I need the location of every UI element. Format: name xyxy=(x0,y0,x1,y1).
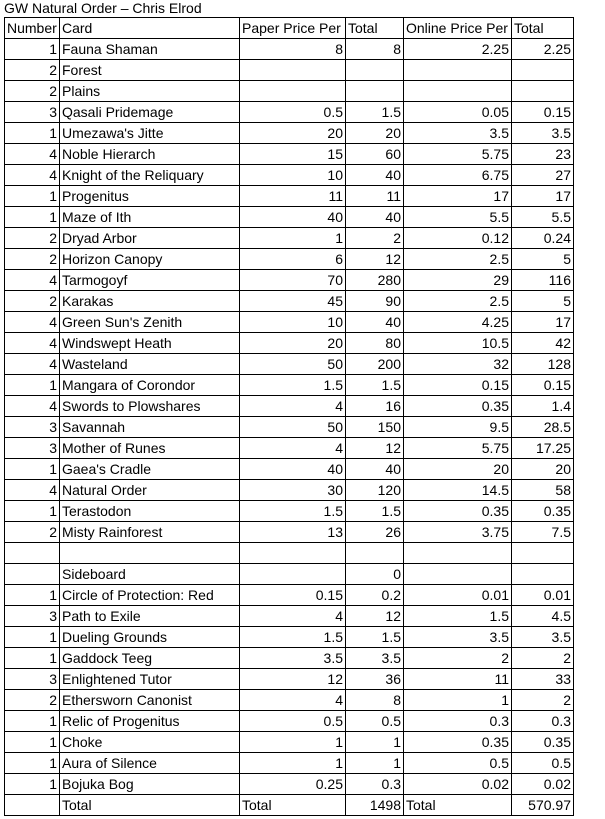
number-cell[interactable]: 3 xyxy=(5,417,60,438)
header-paper-price-per[interactable]: Paper Price Per xyxy=(240,18,346,39)
paper-total-cell[interactable]: 1 xyxy=(346,732,404,753)
header-paper-total[interactable]: Total xyxy=(346,18,404,39)
table-row xyxy=(5,60,574,81)
table-row xyxy=(5,228,574,249)
paper-price-cell[interactable]: 45 xyxy=(240,291,346,312)
online-price-cell[interactable]: 0.3 xyxy=(404,711,512,732)
paper-total-cell[interactable]: 12 xyxy=(346,438,404,459)
paper-total-cell[interactable]: 0.3 xyxy=(346,774,404,795)
table-row xyxy=(5,396,574,417)
online-price-cell[interactable]: 20 xyxy=(404,459,512,480)
number-cell[interactable]: 1 xyxy=(5,186,60,207)
online-price-cell[interactable]: 5.75 xyxy=(404,144,512,165)
paper-price-cell[interactable] xyxy=(240,543,346,564)
online-total-cell[interactable]: 5 xyxy=(512,249,574,270)
online-total-cell[interactable] xyxy=(512,564,574,585)
online-total-cell[interactable]: 58 xyxy=(512,480,574,501)
paper-price-cell[interactable]: 1.5 xyxy=(240,627,346,648)
online-total-cell[interactable]: 0.3 xyxy=(512,711,574,732)
paper-price-cell[interactable]: 1 xyxy=(240,753,346,774)
paper-total-cell[interactable]: 0.5 xyxy=(346,711,404,732)
paper-total-cell[interactable]: 40 xyxy=(346,459,404,480)
number-cell[interactable]: 1 xyxy=(5,648,60,669)
online-price-cell[interactable]: 17 xyxy=(404,186,512,207)
paper-total-cell[interactable]: 280 xyxy=(346,270,404,291)
number-cell[interactable]: 3 xyxy=(5,438,60,459)
card-name-cell[interactable]: Ethersworn Canonist xyxy=(60,690,240,711)
table-row xyxy=(5,102,574,123)
online-total-cell[interactable]: 20 xyxy=(512,459,574,480)
number-cell[interactable]: 1 xyxy=(5,774,60,795)
online-price-cell[interactable]: 0.01 xyxy=(404,585,512,606)
table-row xyxy=(5,291,574,312)
online-price-cell[interactable] xyxy=(404,564,512,585)
card-name-cell[interactable]: Fauna Shaman xyxy=(60,39,240,60)
number-cell[interactable]: 1 xyxy=(5,627,60,648)
card-name-cell[interactable]: Umezawa's Jitte xyxy=(60,123,240,144)
totals-number-cell[interactable] xyxy=(5,795,60,816)
online-total-cell[interactable]: 28.5 xyxy=(512,417,574,438)
paper-price-cell[interactable] xyxy=(240,81,346,102)
totals-online-label[interactable]: Total xyxy=(404,795,512,816)
paper-price-cell[interactable]: 1.5 xyxy=(240,501,346,522)
online-price-cell[interactable]: 0.15 xyxy=(404,375,512,396)
number-cell[interactable]: 1 xyxy=(5,459,60,480)
online-price-cell[interactable]: 3.75 xyxy=(404,522,512,543)
table-row xyxy=(5,774,574,795)
online-total-cell[interactable]: 4.5 xyxy=(512,606,574,627)
number-cell[interactable]: 4 xyxy=(5,333,60,354)
table-row xyxy=(5,249,574,270)
online-price-cell[interactable]: 1.5 xyxy=(404,606,512,627)
table-row xyxy=(5,186,574,207)
paper-price-cell[interactable]: 1.5 xyxy=(240,375,346,396)
totals-row xyxy=(5,795,574,816)
number-cell[interactable]: 1 xyxy=(5,753,60,774)
number-cell[interactable]: 3 xyxy=(5,606,60,627)
online-price-cell[interactable]: 0.5 xyxy=(404,753,512,774)
paper-total-cell[interactable]: 1.5 xyxy=(346,375,404,396)
paper-total-cell[interactable]: 26 xyxy=(346,522,404,543)
number-cell[interactable]: 4 xyxy=(5,354,60,375)
paper-total-cell[interactable] xyxy=(346,543,404,564)
online-total-cell[interactable]: 42 xyxy=(512,333,574,354)
paper-total-cell[interactable]: 40 xyxy=(346,165,404,186)
paper-price-cell[interactable]: 20 xyxy=(240,123,346,144)
totals-online-value[interactable]: 570.97 xyxy=(512,795,574,816)
online-price-cell[interactable]: 32 xyxy=(404,354,512,375)
online-price-cell[interactable]: 10.5 xyxy=(404,333,512,354)
paper-total-cell[interactable]: 2 xyxy=(346,228,404,249)
paper-price-cell[interactable]: 4 xyxy=(240,438,346,459)
deck-price-table xyxy=(4,17,574,816)
card-name-cell[interactable]: Wasteland xyxy=(60,354,240,375)
header-card[interactable]: Card xyxy=(60,18,240,39)
header-row xyxy=(5,18,574,39)
paper-total-cell[interactable]: 0 xyxy=(346,564,404,585)
table-row xyxy=(5,312,574,333)
card-name-cell[interactable]: Relic of Progenitus xyxy=(60,711,240,732)
number-cell[interactable]: 1 xyxy=(5,501,60,522)
paper-price-cell[interactable]: 4 xyxy=(240,690,346,711)
card-name-cell[interactable]: Windswept Heath xyxy=(60,333,240,354)
table-row xyxy=(5,165,574,186)
paper-total-cell[interactable]: 40 xyxy=(346,312,404,333)
paper-price-cell[interactable]: 70 xyxy=(240,270,346,291)
online-total-cell[interactable]: 116 xyxy=(512,270,574,291)
totals-paper-label[interactable]: Total xyxy=(240,795,346,816)
online-price-cell[interactable]: 2 xyxy=(404,648,512,669)
online-total-cell[interactable]: 0.15 xyxy=(512,375,574,396)
table-row xyxy=(5,543,574,564)
paper-price-cell[interactable]: 1 xyxy=(240,732,346,753)
card-name-cell[interactable]: Mangara of Corondor xyxy=(60,375,240,396)
online-price-cell[interactable]: 9.5 xyxy=(404,417,512,438)
paper-price-cell[interactable]: 4 xyxy=(240,606,346,627)
card-name-cell[interactable] xyxy=(60,543,240,564)
paper-price-cell[interactable]: 30 xyxy=(240,480,346,501)
number-cell[interactable]: 2 xyxy=(5,81,60,102)
card-name-cell[interactable]: Choke xyxy=(60,732,240,753)
online-total-cell[interactable]: 2 xyxy=(512,648,574,669)
card-name-cell[interactable]: Mother of Runes xyxy=(60,438,240,459)
card-name-cell[interactable]: Swords to Plowshares xyxy=(60,396,240,417)
paper-total-cell[interactable]: 1.5 xyxy=(346,627,404,648)
card-name-cell[interactable]: Karakas xyxy=(60,291,240,312)
number-cell[interactable]: 1 xyxy=(5,123,60,144)
number-cell[interactable]: 2 xyxy=(5,690,60,711)
online-total-cell[interactable]: 3.5 xyxy=(512,123,574,144)
table-row xyxy=(5,522,574,543)
online-total-cell[interactable]: 5 xyxy=(512,291,574,312)
online-price-cell[interactable]: 3.5 xyxy=(404,627,512,648)
number-cell[interactable]: 2 xyxy=(5,228,60,249)
online-price-cell[interactable]: 0.35 xyxy=(404,501,512,522)
table-row xyxy=(5,123,574,144)
table-row xyxy=(5,81,574,102)
online-price-cell[interactable]: 29 xyxy=(404,270,512,291)
table-row xyxy=(5,354,574,375)
card-name-cell[interactable]: Maze of Ith xyxy=(60,207,240,228)
online-total-cell[interactable]: 0.35 xyxy=(512,732,574,753)
online-total-cell[interactable]: 17.25 xyxy=(512,438,574,459)
paper-price-cell[interactable]: 40 xyxy=(240,459,346,480)
number-cell[interactable]: 1 xyxy=(5,711,60,732)
paper-price-cell[interactable]: 0.5 xyxy=(240,711,346,732)
paper-total-cell[interactable]: 1.5 xyxy=(346,501,404,522)
card-name-cell[interactable]: Circle of Protection: Red xyxy=(60,585,240,606)
paper-total-cell[interactable]: 11 xyxy=(346,186,404,207)
table-row xyxy=(5,375,574,396)
online-price-cell[interactable]: 0.35 xyxy=(404,396,512,417)
paper-total-cell[interactable]: 3.5 xyxy=(346,648,404,669)
table-row xyxy=(5,144,574,165)
table-row xyxy=(5,606,574,627)
paper-total-cell[interactable]: 20 xyxy=(346,123,404,144)
header-online-price-per[interactable]: Online Price Per xyxy=(404,18,512,39)
card-name-cell[interactable]: Bojuka Bog xyxy=(60,774,240,795)
paper-total-cell[interactable]: 90 xyxy=(346,291,404,312)
paper-price-cell[interactable]: 13 xyxy=(240,522,346,543)
table-row xyxy=(5,501,574,522)
paper-price-cell[interactable]: 11 xyxy=(240,186,346,207)
online-price-cell[interactable]: 2.5 xyxy=(404,249,512,270)
number-cell[interactable]: 3 xyxy=(5,669,60,690)
paper-total-cell[interactable]: 60 xyxy=(346,144,404,165)
table-row xyxy=(5,270,574,291)
online-total-cell[interactable] xyxy=(512,60,574,81)
online-price-cell[interactable]: 4.25 xyxy=(404,312,512,333)
online-price-cell[interactable]: 0.35 xyxy=(404,732,512,753)
paper-total-cell[interactable]: 80 xyxy=(346,333,404,354)
online-total-cell[interactable]: 0.24 xyxy=(512,228,574,249)
card-name-cell[interactable]: Noble Hierarch xyxy=(60,144,240,165)
table-row xyxy=(5,627,574,648)
table-row xyxy=(5,669,574,690)
number-cell[interactable]: 2 xyxy=(5,522,60,543)
table-row xyxy=(5,438,574,459)
paper-price-cell[interactable]: 50 xyxy=(240,417,346,438)
online-price-cell[interactable]: 2.25 xyxy=(404,39,512,60)
paper-total-cell[interactable]: 1.5 xyxy=(346,102,404,123)
card-name-cell[interactable]: Dueling Grounds xyxy=(60,627,240,648)
online-price-cell[interactable]: 5.75 xyxy=(404,438,512,459)
table-row xyxy=(5,207,574,228)
paper-price-cell[interactable]: 6 xyxy=(240,249,346,270)
table-row xyxy=(5,711,574,732)
paper-total-cell[interactable]: 200 xyxy=(346,354,404,375)
number-cell[interactable]: 1 xyxy=(5,732,60,753)
paper-price-cell[interactable]: 12 xyxy=(240,669,346,690)
card-name-cell[interactable]: Terastodon xyxy=(60,501,240,522)
paper-price-cell[interactable]: 0.5 xyxy=(240,102,346,123)
card-name-cell[interactable]: Progenitus xyxy=(60,186,240,207)
paper-price-cell[interactable]: 3.5 xyxy=(240,648,346,669)
online-price-cell[interactable]: 3.5 xyxy=(404,123,512,144)
number-cell[interactable]: 2 xyxy=(5,249,60,270)
paper-total-cell[interactable]: 16 xyxy=(346,396,404,417)
paper-total-cell[interactable] xyxy=(346,81,404,102)
online-total-cell[interactable]: 17 xyxy=(512,186,574,207)
online-total-cell[interactable]: 27 xyxy=(512,165,574,186)
online-price-cell[interactable]: 0.12 xyxy=(404,228,512,249)
card-name-cell[interactable]: Horizon Canopy xyxy=(60,249,240,270)
paper-total-cell[interactable]: 1 xyxy=(346,753,404,774)
header-number[interactable]: Number xyxy=(5,18,60,39)
paper-price-cell[interactable]: 10 xyxy=(240,165,346,186)
paper-total-cell[interactable]: 12 xyxy=(346,249,404,270)
online-total-cell[interactable]: 1.4 xyxy=(512,396,574,417)
card-name-cell[interactable]: Aura of Silence xyxy=(60,753,240,774)
header-online-total[interactable]: Total xyxy=(512,18,574,39)
card-name-cell[interactable]: Natural Order xyxy=(60,480,240,501)
card-name-cell[interactable]: Tarmogoyf xyxy=(60,270,240,291)
number-cell[interactable]: 2 xyxy=(5,291,60,312)
number-cell[interactable]: 4 xyxy=(5,270,60,291)
table-row xyxy=(5,417,574,438)
number-cell[interactable]: 4 xyxy=(5,396,60,417)
table-row xyxy=(5,39,574,60)
table-row xyxy=(5,648,574,669)
paper-price-cell[interactable]: 4 xyxy=(240,396,346,417)
table-row xyxy=(5,459,574,480)
number-cell[interactable]: 4 xyxy=(5,312,60,333)
paper-price-cell[interactable]: 15 xyxy=(240,144,346,165)
online-total-cell[interactable]: 3.5 xyxy=(512,627,574,648)
paper-total-cell[interactable]: 36 xyxy=(346,669,404,690)
paper-price-cell[interactable]: 20 xyxy=(240,333,346,354)
card-name-cell[interactable]: Gaddock Teeg xyxy=(60,648,240,669)
paper-total-cell[interactable]: 12 xyxy=(346,606,404,627)
online-price-cell[interactable]: 2.5 xyxy=(404,291,512,312)
number-cell[interactable]: 1 xyxy=(5,375,60,396)
number-cell[interactable]: 4 xyxy=(5,144,60,165)
totals-paper-value[interactable]: 1498 xyxy=(346,795,404,816)
paper-price-cell[interactable]: 1 xyxy=(240,228,346,249)
number-cell[interactable]: 3 xyxy=(5,102,60,123)
number-cell[interactable]: 1 xyxy=(5,585,60,606)
paper-total-cell[interactable]: 0.2 xyxy=(346,585,404,606)
online-price-cell[interactable]: 0.02 xyxy=(404,774,512,795)
number-cell[interactable]: 4 xyxy=(5,165,60,186)
paper-price-cell[interactable]: 10 xyxy=(240,312,346,333)
online-price-cell[interactable] xyxy=(404,81,512,102)
online-price-cell[interactable]: 11 xyxy=(404,669,512,690)
table-row xyxy=(5,585,574,606)
paper-total-cell[interactable]: 8 xyxy=(346,690,404,711)
online-total-cell[interactable] xyxy=(512,81,574,102)
online-total-cell[interactable]: 0.02 xyxy=(512,774,574,795)
online-price-cell[interactable] xyxy=(404,60,512,81)
online-total-cell[interactable]: 0.01 xyxy=(512,585,574,606)
paper-price-cell[interactable]: 40 xyxy=(240,207,346,228)
online-total-cell[interactable]: 0.15 xyxy=(512,102,574,123)
card-name-cell[interactable]: Path to Exile xyxy=(60,606,240,627)
table-row xyxy=(5,333,574,354)
paper-total-cell[interactable]: 40 xyxy=(346,207,404,228)
paper-price-cell[interactable]: 0.25 xyxy=(240,774,346,795)
online-total-cell[interactable]: 17 xyxy=(512,312,574,333)
paper-price-cell[interactable]: 8 xyxy=(240,39,346,60)
online-price-cell[interactable]: 1 xyxy=(404,690,512,711)
online-price-cell[interactable] xyxy=(404,543,512,564)
paper-total-cell[interactable]: 8 xyxy=(346,39,404,60)
paper-price-cell[interactable] xyxy=(240,564,346,585)
online-total-cell[interactable]: 23 xyxy=(512,144,574,165)
number-cell[interactable]: 1 xyxy=(5,39,60,60)
number-cell[interactable] xyxy=(5,543,60,564)
online-total-cell[interactable]: 0.5 xyxy=(512,753,574,774)
table-row xyxy=(5,690,574,711)
number-cell[interactable]: 2 xyxy=(5,60,60,81)
card-name-cell[interactable]: Qasali Pridemage xyxy=(60,102,240,123)
card-name-cell[interactable]: Knight of the Reliquary xyxy=(60,165,240,186)
online-price-cell[interactable]: 6.75 xyxy=(404,165,512,186)
table-row xyxy=(5,732,574,753)
paper-total-cell[interactable]: 120 xyxy=(346,480,404,501)
card-name-cell[interactable]: Sideboard xyxy=(60,564,240,585)
sheet-title: GW Natural Order – Chris Elrod xyxy=(4,0,202,16)
card-name-cell[interactable]: Plains xyxy=(60,81,240,102)
totals-card-label[interactable]: Total xyxy=(60,795,240,816)
online-price-cell[interactable]: 0.05 xyxy=(404,102,512,123)
paper-price-cell[interactable]: 50 xyxy=(240,354,346,375)
number-cell[interactable]: 1 xyxy=(5,207,60,228)
table-row xyxy=(5,753,574,774)
card-name-cell[interactable]: Gaea's Cradle xyxy=(60,459,240,480)
online-total-cell[interactable]: 2.25 xyxy=(512,39,574,60)
online-total-cell[interactable]: 128 xyxy=(512,354,574,375)
table-row xyxy=(5,564,574,585)
paper-price-cell[interactable] xyxy=(240,60,346,81)
online-total-cell[interactable]: 7.5 xyxy=(512,522,574,543)
online-total-cell[interactable]: 2 xyxy=(512,690,574,711)
card-name-cell[interactable]: Savannah xyxy=(60,417,240,438)
number-cell[interactable] xyxy=(5,564,60,585)
online-total-cell[interactable] xyxy=(512,543,574,564)
paper-total-cell[interactable] xyxy=(346,60,404,81)
card-name-cell[interactable]: Forest xyxy=(60,60,240,81)
card-name-cell[interactable]: Dryad Arbor xyxy=(60,228,240,249)
online-price-cell[interactable]: 14.5 xyxy=(404,480,512,501)
card-name-cell[interactable]: Green Sun's Zenith xyxy=(60,312,240,333)
online-total-cell[interactable]: 5.5 xyxy=(512,207,574,228)
paper-price-cell[interactable]: 0.15 xyxy=(240,585,346,606)
card-name-cell[interactable]: Misty Rainforest xyxy=(60,522,240,543)
online-total-cell[interactable]: 33 xyxy=(512,669,574,690)
table-row xyxy=(5,480,574,501)
card-name-cell[interactable]: Enlightened Tutor xyxy=(60,669,240,690)
online-price-cell[interactable]: 5.5 xyxy=(404,207,512,228)
number-cell[interactable]: 4 xyxy=(5,480,60,501)
online-total-cell[interactable]: 0.35 xyxy=(512,501,574,522)
paper-total-cell[interactable]: 150 xyxy=(346,417,404,438)
